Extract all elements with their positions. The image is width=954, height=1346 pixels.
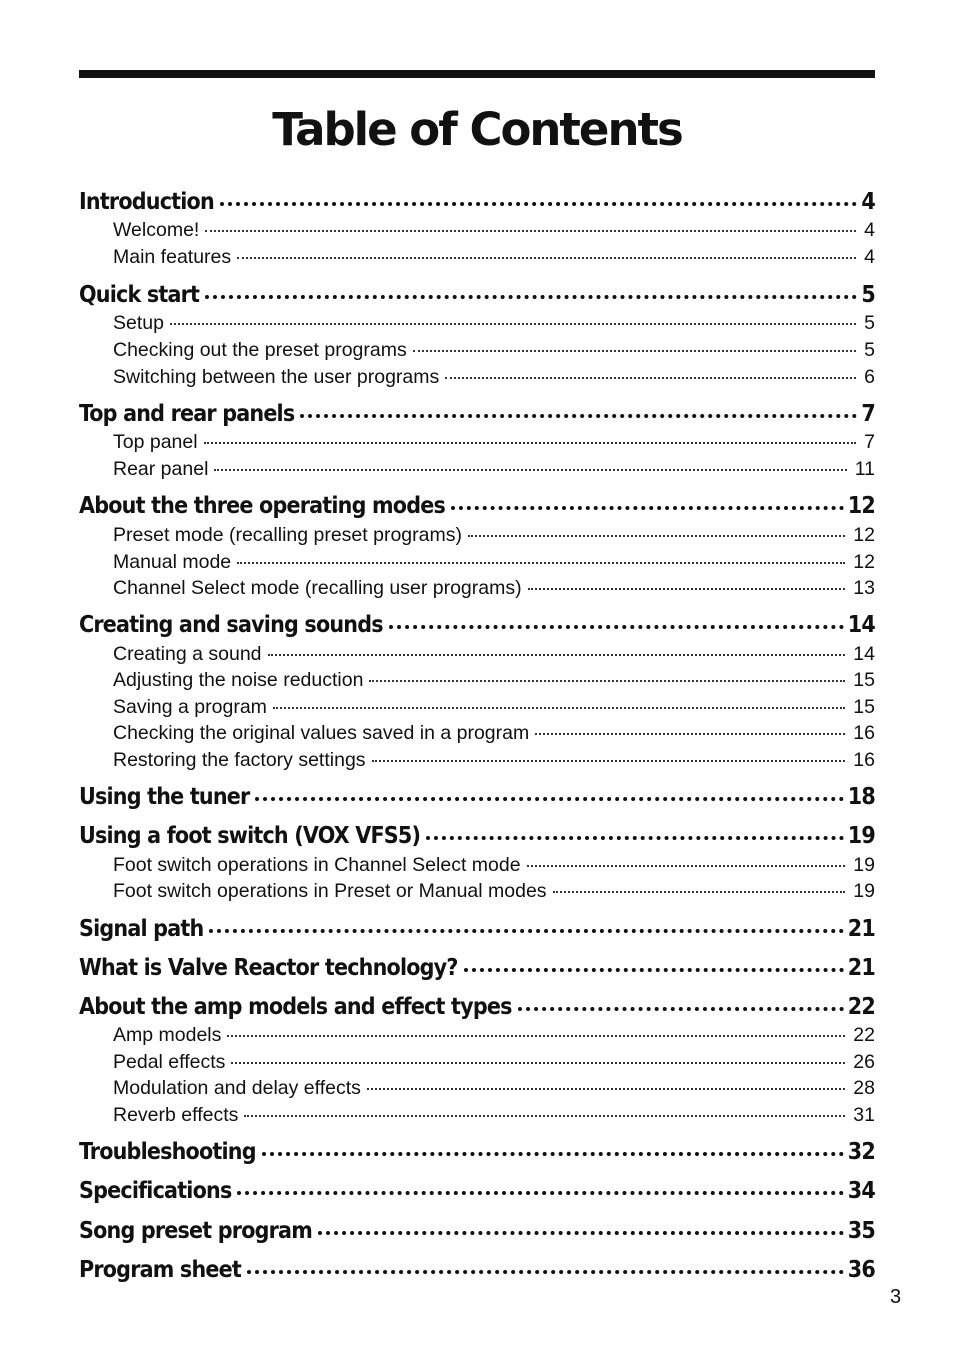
toc-entry-page: 7 [861,401,875,427]
toc-subentry-label: Creating a sound [113,643,262,665]
toc-entry-tuner[interactable] [79,779,875,815]
toc-subentry-page: 4 [864,246,875,268]
toc-subentry-label: Pedal effects [113,1051,226,1073]
dot-leader [170,323,856,325]
dot-leader [372,760,846,762]
toc-subentry-label: Foot switch operations in Preset or Manual modes [113,880,547,902]
toc-subentry-label: Checking out the preset programs [113,339,407,361]
toc-subentry-page: 14 [853,643,875,665]
toc-entry-label: About the amp models and effect types [79,994,512,1020]
toc-subentry-page: 15 [853,696,875,718]
toc-entry-signal-path[interactable] [79,911,875,947]
toc-entry-troubleshooting[interactable] [79,1134,875,1170]
toc-subentry-label: Modulation and delay effects [113,1077,361,1099]
toc-entry-page: 18 [847,784,875,810]
toc-subentry-pedal-effects[interactable] [113,1049,875,1075]
toc-subentry-foot-switch-channel[interactable] [113,852,875,878]
toc-entry-label: What is Valve Reactor technology? [79,955,458,981]
toc-entry-page: 19 [847,823,875,849]
dot-leader [367,1088,845,1090]
toc-entry-quick-start[interactable] [79,277,875,313]
toc-subentry-channel-select-mode[interactable] [113,575,875,601]
toc-subentry-original-values[interactable] [113,720,875,746]
toc-subentry-label: Adjusting the noise reduction [113,669,364,691]
toc-entry-label: Using the tuner [79,784,250,810]
toc-subentry-page: 6 [864,366,875,388]
dot-leader [369,680,845,682]
toc-subentry-page: 12 [853,551,875,573]
toc-subentry-page: 7 [864,431,875,453]
toc-subentry-setup[interactable] [113,310,875,336]
toc-entry-page: 21 [847,916,875,942]
toc-subentry-label: Reverb effects [113,1104,239,1126]
toc-entry-label: Song preset program [79,1218,312,1244]
toc-subentry-page: 12 [853,524,875,546]
toc-entry-introduction[interactable] [79,184,875,220]
toc-subentry-amp-models[interactable] [113,1022,875,1048]
toc-entry-page: 35 [847,1218,875,1244]
toc-subentry-page: 19 [853,880,875,902]
toc-subentry-label: Amp models [113,1024,222,1046]
toc-subentry-label: Channel Select mode (recalling user programs) [113,577,522,599]
toc-subentry-preset-mode[interactable] [113,522,875,548]
dot-leader [205,295,857,299]
toc-entry-operating-modes[interactable] [79,488,875,524]
toc-subentry-page: 28 [853,1077,875,1099]
toc-subentry-label: Rear panel [113,458,209,480]
page-number: 3 [890,1286,902,1308]
toc-entry-page: 21 [847,955,875,981]
toc-subentry-page: 16 [853,749,875,771]
toc-subentry-modulation-delay[interactable] [113,1075,875,1101]
toc-entry-label: Top and rear panels [79,401,295,427]
dot-leader [205,230,856,232]
toc-subentry-page: 4 [864,219,875,241]
page-title: Table of Contents [272,103,682,156]
dot-leader [237,1191,843,1195]
toc-subentry-page: 5 [864,339,875,361]
toc-entry-page: 36 [847,1257,875,1283]
toc-subentry-saving-program[interactable] [113,694,875,720]
dot-leader [528,588,846,590]
toc-subentry-welcome[interactable] [113,217,875,243]
toc-entry-page: 5 [861,282,875,308]
dot-leader [273,707,845,709]
toc-entry-label: Introduction [79,189,214,215]
toc-entry-song-preset[interactable] [79,1213,875,1249]
toc-subentry-page: 5 [864,312,875,334]
toc-subentry-reverb-effects[interactable] [113,1102,875,1128]
toc-subentry-page: 22 [853,1024,875,1046]
toc-subentry-label: Manual mode [113,551,232,573]
dot-leader [518,1007,844,1011]
dot-leader [209,929,843,933]
toc-entry-foot-switch[interactable] [79,818,875,854]
toc-subentry-factory-settings[interactable] [113,747,875,773]
toc-entry-page: 4 [861,189,875,215]
dot-leader [237,562,845,564]
toc-subentry-rear-panel[interactable] [113,456,875,482]
toc-subentry-page: 15 [853,669,875,691]
toc-entry-page: 22 [847,994,875,1020]
dot-leader [413,350,856,352]
toc-entry-specifications[interactable] [79,1173,875,1209]
table-of-contents [79,0,875,1300]
dot-leader [262,1152,844,1156]
toc-subentry-label: Welcome! [113,219,200,241]
toc-subentry-manual-mode[interactable] [113,549,875,575]
dot-leader [247,1270,844,1274]
dot-leader [318,1231,844,1235]
dot-leader [426,836,844,840]
toc-subentry-label: Preset mode (recalling preset programs) [113,524,462,546]
toc-subentry-page: 16 [853,722,875,744]
toc-entry-label: Specifications [79,1178,232,1204]
dot-leader [220,202,857,206]
toc-subentry-label: Top panel [113,431,198,453]
toc-entry-program-sheet[interactable] [79,1252,875,1288]
dot-leader [445,377,856,379]
toc-subentry-page: 31 [853,1104,875,1126]
toc-subentry-main-features[interactable] [113,244,875,270]
toc-subentry-switching-user[interactable] [113,364,875,390]
toc-subentry-label: Saving a program [113,696,267,718]
toc-subentry-top-panel[interactable] [113,429,875,455]
toc-entry-amp-models-effects[interactable] [79,989,875,1025]
dot-leader [527,865,846,867]
dot-leader [244,1115,845,1117]
toc-entry-page: 14 [847,612,875,638]
dot-leader [451,506,844,510]
toc-subentry-creating-sound[interactable] [113,641,875,667]
dot-leader [214,469,846,471]
dot-leader [389,625,844,629]
toc-entry-label: Quick start [79,282,200,308]
toc-subentry-checking-presets[interactable] [113,337,875,363]
dot-leader [227,1035,845,1037]
toc-entry-creating-saving[interactable] [79,607,875,643]
toc-entry-valve-reactor[interactable] [79,950,875,986]
toc-entry-label: Signal path [79,916,204,942]
toc-entry-page: 34 [847,1178,875,1204]
dot-leader [268,654,846,656]
toc-entry-page: 32 [847,1139,875,1165]
toc-entry-top-rear-panels[interactable] [79,396,875,432]
dot-leader [255,797,843,801]
dot-leader [468,535,845,537]
dot-leader [204,442,857,444]
toc-entry-label: Creating and saving sounds [79,612,383,638]
toc-entry-label: Program sheet [79,1257,241,1283]
toc-subentry-page: 19 [853,854,875,876]
toc-subentry-page: 13 [853,577,875,599]
toc-subentry-noise-reduction[interactable] [113,667,875,693]
toc-subentry-label: Restoring the factory settings [113,749,366,771]
toc-subentry-label: Checking the original values saved in a program [113,722,530,744]
toc-entry-label: About the three operating modes [79,493,445,519]
dot-leader [237,257,856,259]
toc-subentry-foot-switch-preset[interactable] [113,878,875,904]
toc-subentry-page: 26 [853,1051,875,1073]
toc-subentry-label: Switching between the user programs [113,366,440,388]
dot-leader [535,733,845,735]
toc-subentry-label: Main features [113,246,232,268]
dot-leader [231,1062,845,1064]
toc-subentry-label: Foot switch operations in Channel Select mode [113,854,521,876]
toc-entry-page: 12 [847,493,875,519]
toc-entry-label: Using a foot switch (VOX VFS5) [79,823,421,849]
toc-subentry-page: 11 [854,458,875,480]
toc-entry-label: Troubleshooting [79,1139,256,1165]
dot-leader [464,968,844,972]
dot-leader [300,414,857,418]
dot-leader [553,891,846,893]
toc-subentry-label: Setup [113,312,164,334]
